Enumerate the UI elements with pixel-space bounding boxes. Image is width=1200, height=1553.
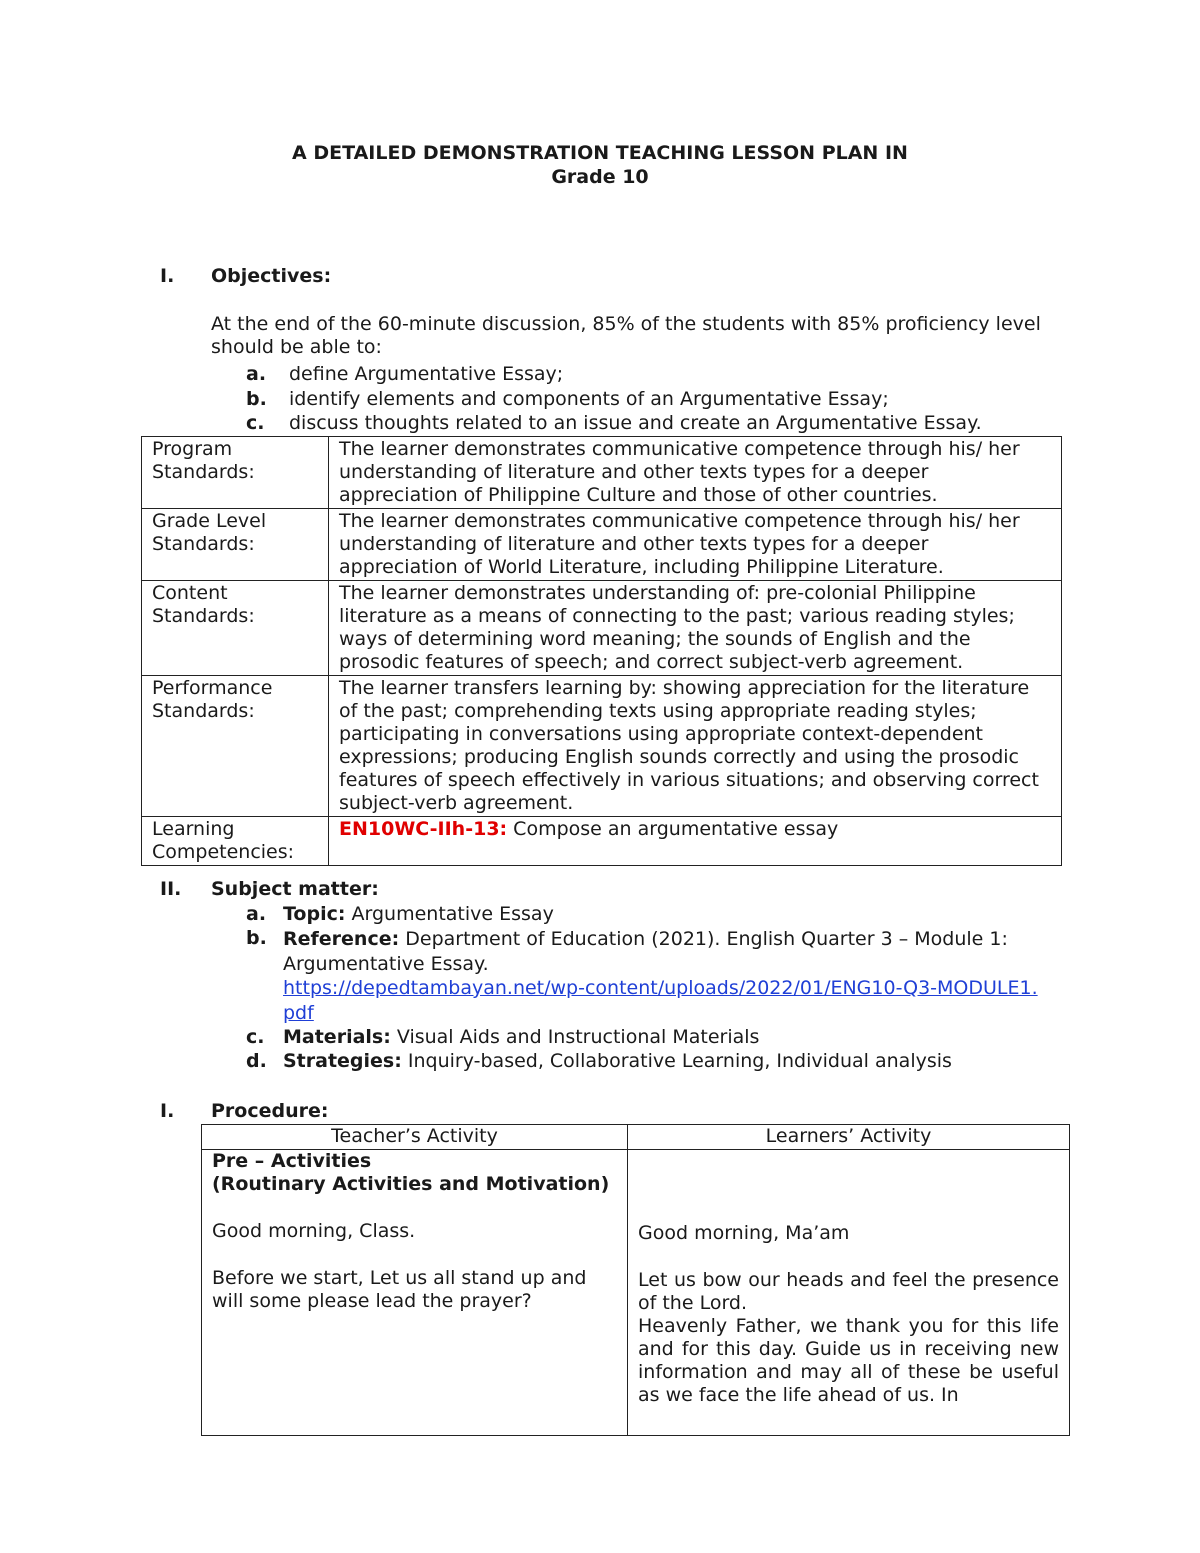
learner-prayer-intro: Let us bow our heads and feel the presence of the Lord. xyxy=(638,1269,1059,1314)
title-line-1: A DETAILED DEMONSTRATION TEACHING LESSON PLAN IN xyxy=(292,142,908,164)
pre-activities-title: Pre – Activities xyxy=(212,1150,372,1172)
table-row xyxy=(142,676,1062,817)
competency-text: Compose an argumentative essay xyxy=(507,818,839,840)
topic-value: Argumentative Essay xyxy=(345,903,554,925)
learner-greeting: Good morning, Ma’am xyxy=(638,1222,850,1244)
subject-letter: c. xyxy=(246,1026,265,1048)
reference-link[interactable]: https://depedtambayan.net/wp-content/uploads/2022/01/ENG10-Q3-MODULE1.pdf xyxy=(283,977,1038,1024)
standard-text: The learner demonstrates communicative competence through his/ her understanding of literature and other texts types for a deeper appreciation of World Literature, including Philippine Literature. xyxy=(329,509,1062,581)
standard-text: The learner transfers learning by: showing appreciation for the literature of the past; comprehending texts using appropriate reading styles; participating in conversations using appropriate context-dependent expressions; producing English sounds correctly and using the prosodic features of speech effectively in various situations; and observing correct subject-verb agreement. xyxy=(329,676,1062,817)
objective-item xyxy=(246,363,982,388)
objectives-number: I. xyxy=(160,265,175,287)
objectives-heading-text: Objectives: xyxy=(211,265,332,287)
objectives-heading xyxy=(160,265,331,288)
objective-item xyxy=(246,412,982,437)
pre-activities-subtitle: (Routinary Activities and Motivation) xyxy=(212,1173,610,1195)
subject-matter-number: II. xyxy=(160,878,182,900)
standard-text: The learner demonstrates understanding of: pre-colonial Philippine literature as a means of connecting to the past; various reading styles; ways of determining word meaning; the sounds of English and the prosodic features of speech; and correct subject-verb agreement. xyxy=(329,581,1062,676)
competencies-cell xyxy=(329,817,1062,866)
strategies-key: Strategies: xyxy=(283,1050,402,1072)
objective-item xyxy=(246,388,982,413)
teacher-prayer-prompt: Before we start, Let us all stand up and will some please lead the prayer? xyxy=(212,1267,587,1312)
procedure-table xyxy=(201,1124,1070,1436)
subject-letter: a. xyxy=(246,903,267,925)
table-row xyxy=(142,437,1062,509)
subject-letter: b. xyxy=(246,927,267,949)
strategies-value: Inquiry-based, Collaborative Learning, Individual analysis xyxy=(401,1050,952,1072)
document-title xyxy=(0,141,1200,189)
reference-value: Department of Education (2021). English Quarter 3 – Module 1: Argumentative Essay. xyxy=(283,928,1008,975)
procedure-heading-text: Procedure: xyxy=(211,1100,329,1122)
materials-key: Materials: xyxy=(283,1026,391,1048)
table-row xyxy=(142,817,1062,866)
table-row xyxy=(202,1150,1070,1436)
learner-column-header: Learners’ Activity xyxy=(628,1125,1070,1150)
materials-value: Visual Aids and Instructional Materials xyxy=(390,1026,760,1048)
standard-label: Program Standards: xyxy=(142,437,329,509)
procedure-heading xyxy=(160,1100,328,1123)
learner-activity-cell xyxy=(628,1150,1070,1436)
standards-table xyxy=(141,436,1062,866)
subject-letter: d. xyxy=(246,1050,267,1072)
objective-letter: a. xyxy=(246,363,267,385)
subject-matter-list xyxy=(246,903,1046,1073)
subject-topic xyxy=(246,903,1046,926)
objective-text: define Argumentative Essay; xyxy=(289,363,564,385)
teacher-greeting: Good morning, Class. xyxy=(212,1220,416,1242)
subject-matter-heading-text: Subject matter: xyxy=(211,878,379,900)
standard-label: Grade Level Standards: xyxy=(142,509,329,581)
subject-strategies xyxy=(246,1050,1046,1073)
objective-letter: b. xyxy=(246,387,267,410)
teacher-column-header: Teacher’s Activity xyxy=(202,1125,628,1150)
subject-matter-heading xyxy=(160,878,379,901)
teacher-activity-cell xyxy=(202,1150,628,1436)
topic-key: Topic: xyxy=(283,903,346,925)
reference-key: Reference: xyxy=(283,928,400,950)
standard-label: Performance Standards: xyxy=(142,676,329,817)
table-row xyxy=(142,581,1062,676)
competency-code: EN10WC-IIh-13: xyxy=(339,818,508,840)
procedure-number: I. xyxy=(160,1100,175,1122)
table-header-row xyxy=(202,1125,1070,1150)
learner-prayer: Heavenly Father, we thank you for this life and for this day. Guide us in receiving new information and may all of these be useful as we face the life ahead of us. In xyxy=(638,1315,1059,1406)
objectives-intro: At the end of the 60-minute discussion, 85% of the students with 85% proficiency level should be able to: xyxy=(211,313,1041,358)
objective-text: discuss thoughts related to an issue and create an Argumentative Essay. xyxy=(289,412,982,434)
competencies-label: Learning Competencies: xyxy=(142,817,329,866)
subject-materials xyxy=(246,1026,1046,1049)
standard-text: The learner demonstrates communicative competence through his/ her understanding of literature and other texts types for a deeper appreciation of Philippine Culture and those of other countries. xyxy=(329,437,1062,509)
title-line-2: Grade 10 xyxy=(551,166,649,188)
standard-label: Content Standards: xyxy=(142,581,329,676)
objectives-list xyxy=(246,363,982,437)
subject-reference xyxy=(246,927,1046,1025)
objective-text: identify elements and components of an Argumentative Essay; xyxy=(289,387,889,410)
objective-letter: c. xyxy=(246,412,265,434)
table-row xyxy=(142,509,1062,581)
